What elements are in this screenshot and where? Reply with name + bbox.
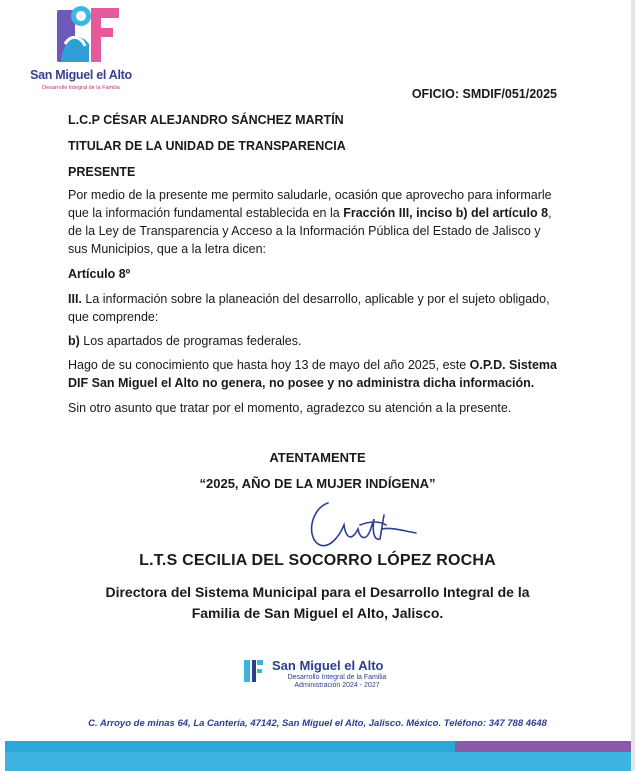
recipient-title: TITULAR DE LA UNIDAD DE TRANSPARENCIA [68,139,346,153]
recipient-name: L.C.P CÉSAR ALEJANDRO SÁNCHEZ MARTÍN [68,113,344,127]
footer-bar-blue [5,741,455,752]
footer-bar-purple [455,741,631,752]
atentamente: ATENTAMENTE [269,450,366,465]
paragraph-intro [68,186,560,258]
footer-address: C. Arroyo de minas 64, La Cantería, 47142, San Miguel el Alto, Jalisco. México. Teléfono: 347 788 4648 [88,718,547,729]
p1-text-a: Por medio de la presente me permito saludarle, ocasión que aprovecho para informarle que la información fundamental establecida en la [68,188,552,220]
motto: “2025, AÑO DE LA MUJER INDÍGENA” [199,476,436,491]
page-edge-shadow [631,0,635,771]
handwritten-signature [300,495,420,555]
fraction-paragraph [68,290,560,326]
inciso-label: b) [68,334,80,348]
footer-logo-sub2: Administración 2024 - 2027 [294,682,380,689]
footer-logo [228,636,416,700]
fraction-label: III. [68,292,82,306]
p1-text-c: , de la Ley de Transparencia y Acceso a la Información Pública del Estado de Jalisco y sus Municipios, que a la letra dicen: [68,206,552,256]
dif-logo [25,4,135,96]
footer-logo-name: San Miguel el Alto [272,658,384,673]
oficio-number: OFICIO: SMDIF/051/2025 [411,87,557,101]
p2-text-bold: O.P.D. Sistema DIF San Miguel el Alto no genera, no posee y no administra dicha información. [68,358,557,390]
article-heading: Artículo 8º [68,267,131,281]
inciso-paragraph [68,332,560,350]
paragraph-statement [68,356,560,392]
signer-position: Directora del Sistema Municipal para el Desarrollo Integral de la Familia de San Miguel el Alto, Jalisco. [105,584,530,621]
p1-text-bold: Fracción III, inciso b) del artículo 8 [343,206,549,220]
logo-tagline: Desarrollo Integral de la Familia [42,85,120,91]
greeting: PRESENTE [68,165,136,179]
footer-logo-subtitle [272,674,402,690]
dif-emblem-icon [43,4,119,66]
inciso-text: Los apartados de programas federales. [79,334,302,348]
footer-logo-sub1: Desarrollo Integral de la Familia [287,674,387,681]
logo-name: San Miguel el Alto [30,68,132,82]
dif-emblem-small-icon [242,658,264,684]
paragraph-closing: Sin otro asunto que tratar por el momento, agradezco su atención a la presente. [68,401,512,415]
fraction-text: La información sobre la planeación del desarrollo, aplicable y por el sujeto obligado, que comprende: [68,292,550,324]
p2-text-a: Hago de su conocimiento que hasta hoy 13 de mayo del año 2025, este [68,358,470,372]
footer-bar-bottom [5,752,631,771]
signer-name: L.T.S CECILIA DEL SOCORRO LÓPEZ ROCHA [139,552,496,569]
